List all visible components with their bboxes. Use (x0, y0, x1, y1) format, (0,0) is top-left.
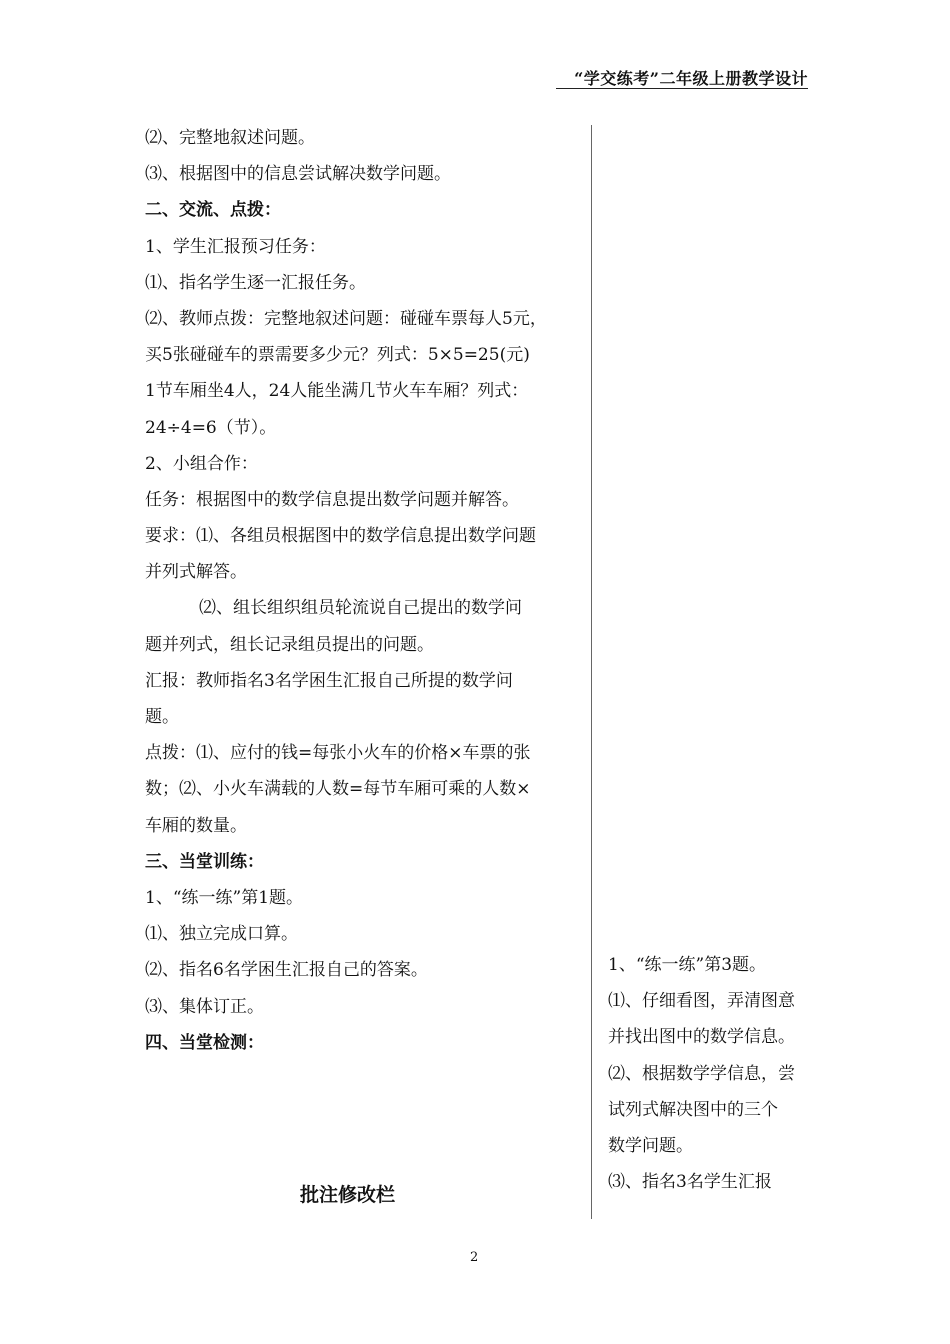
text-line: 任务：根据图中的数学信息提出数学问题并解答。 (145, 489, 519, 510)
text-line: 1节车厢坐4人，24人能坐满几节火车车厢？列式： (145, 381, 529, 402)
side-text-line: ⑶、指名3名学生汇报 (608, 1172, 772, 1193)
side-text-line: ⑵、根据数学学信息，尝 (608, 1063, 795, 1084)
text-line: 点拨：⑴、应付的钱=每张小火车的价格×车票的张 (145, 743, 531, 764)
header-rule (556, 88, 808, 89)
side-text-line: ⑴、仔细看图，弄清图意 (608, 991, 795, 1012)
text-line: 买5张碰碰车的票需要多少元？列式：5×5=25(元) (145, 345, 530, 366)
text-line: 题。 (145, 707, 179, 727)
text-line: 车厢的数量。 (145, 815, 247, 836)
text-line: ⑵、完整地叙述问题。 (145, 128, 315, 148)
text-line: 2、小组合作： (145, 453, 258, 474)
text-line: ⑶、集体订正。 (145, 996, 264, 1017)
text-line: ⑵、组长组织组员轮流说自己提出的数学问 (199, 598, 522, 619)
section-heading: 二、交流、点拨： (145, 200, 281, 221)
text-line: 题并列式，组长记录组员提出的问题。 (145, 634, 434, 655)
text-line: 汇报：教师指名3名学困生汇报自己所提的数学问 (145, 670, 513, 691)
annotation-column (608, 947, 818, 1200)
text-line: 数；⑵、小火车满载的人数=每节车厢可乘的人数× (145, 779, 531, 800)
text-line: ⑶、根据图中的信息尝试解决数学问题。 (145, 164, 451, 185)
text-line: 1、“练一练”第1题。 (145, 887, 304, 908)
side-text-line: 1、“练一练”第3题。 (608, 955, 767, 975)
text-line: ⑵、指名6名学困生汇报自己的答案。 (145, 960, 428, 981)
document-header: “学交练考”二年级上册教学设计 (574, 69, 808, 88)
text-line: 要求：⑴、各组员根据图中的数学信息提出数学问题 (145, 526, 536, 547)
side-text-line: 试列式解决图中的三个 (608, 1099, 778, 1120)
text-line: 并列式解答。 (145, 562, 247, 583)
text-line: ⑴、指名学生逐一汇报任务。 (145, 272, 366, 293)
text-line: ⑵、教师点拨：完整地叙述问题：碰碰车票每人5元， (145, 308, 547, 329)
side-text-line: 并找出图中的数学信息。 (608, 1027, 795, 1048)
page-number: 2 (470, 1250, 479, 1265)
text-line: ⑴、独立完成口算。 (145, 924, 298, 945)
annotation-section-title: 批注修改栏 (300, 1184, 396, 1206)
column-divider (591, 125, 592, 1219)
text-line: 24÷4=6（节）。 (145, 417, 277, 438)
main-column (145, 120, 585, 1061)
text-line: 1、学生汇报预习任务： (145, 236, 326, 257)
side-text-line: 数学问题。 (608, 1135, 693, 1156)
section-heading: 三、当堂训练： (145, 851, 264, 872)
section-heading: 四、当堂检测： (145, 1032, 264, 1053)
